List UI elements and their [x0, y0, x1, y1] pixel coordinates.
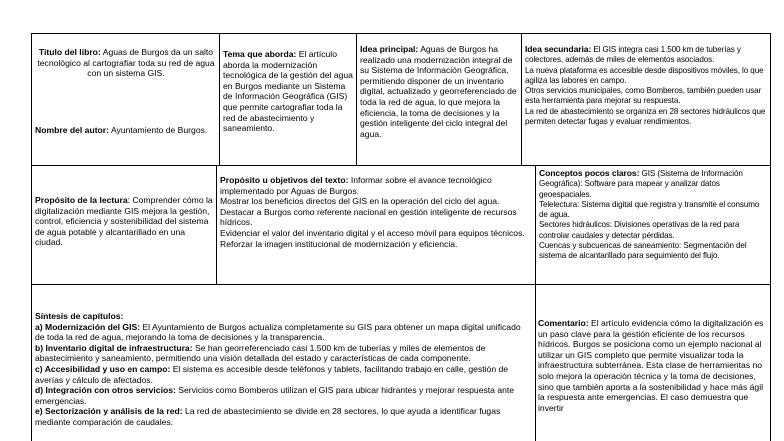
- row-divider-2: [31, 284, 771, 285]
- secondary-idea-line: La nueva plataforma es accesible desde dispositivos móviles, lo que agiliza las labores en campo.: [525, 65, 764, 85]
- book-title: Titulo del libro: Aguas de Burgos da un salto tecnológico al cartografiar toda su red de agua con un sistema GIS.: [37, 47, 215, 79]
- table-border-right: [770, 33, 771, 441]
- synthesis-item: b) Inventario digital de infraestructura: Se han georreferenciado casi 1.500 km de tuberías y miles de elementos de abastecimiento y saneamiento, permitiendo una visión detallada del estado y características de cada componente.: [35, 342, 486, 364]
- secondary-idea-line: Otros servicios municipales, como Bomberos, también pueden usar esta herramienta para mejorar su respuesta.: [525, 86, 762, 106]
- concept-line: Sectores hidráulicos: Divisiones operativas de la red para controlar caudales y detectar pérdidas.: [539, 220, 740, 240]
- secondary-idea-line: La red de abastecimiento se organiza en 28 sectores hidráulicos que permiten detectar fugas y evaluar rendimientos.: [525, 106, 766, 127]
- synthesis-item: d) Integración con otros servicios: Servicios como Bomberos utilizan el GIS para ubicar hidrantes y mejorar respuesta ante emergencias.: [35, 385, 515, 406]
- book-author: Nombre del autor: Ayuntamiento de Burgos.: [35, 125, 208, 135]
- main-idea-cell: Idea principal: Aguas de Burgos ha realizado una modernización integral de su Sistema de Información Geográfica, permitiendo disponer de un inventario digital, actualizado y georreferenciado de toda la red de agua, lo que mejora la eficiencia, la toma de decisiones y la gestión inteligente del ciclo integral del agua.: [360, 44, 517, 139]
- synthesis-item: a) Modernización del GIS: El Ayuntamiento de Burgos actualiza completamente su GIS para obtener un mapa digital unificado de toda la red de agua, mejorando la toma de decisiones y la transparencia.: [35, 321, 521, 343]
- col-divider-r1-b: [356, 33, 357, 165]
- col-divider-r2-b: [535, 165, 536, 441]
- synthesis-item: c) Accesibilidad y uso en campo: El sistema es accesible desde teléfonos y tablets, facilitando trabajo en calle, gestión de averías y cálculo de afectados.: [35, 363, 509, 385]
- topic-cell: Tema que aborda: El artículo aborda la modernización tecnológica de la gestión del agua en Burgos mediante un Sistema de Información Geográfica (GIS) que permite cartografiar toda la red de abastecimiento y saneamiento.: [223, 49, 353, 134]
- col-divider-r1-a: [219, 33, 220, 165]
- unclear-concepts-cell: Conceptos pocos claros: GIS (Sistema de Información Geográfica): Software para mapear y analizar datos geoespaciales. Telelectura: Sistema digital que registra y transmite el consumo de agua. Sectores hidráulicos: Divisiones operativas de la red para controlar caudales y detectar pérdidas. Cuencas y subcuencas de saneamiento: Segmentación del sistema de alcantarillado para seguimiento del flujo.: [539, 168, 769, 283]
- objective-line: Reforzar la imagen institucional de modernización y eficiencia.: [220, 238, 458, 249]
- col-divider-r1-c: [521, 33, 522, 165]
- objective-line: Mostrar los beneficios directos del GIS en la operación del ciclo del agua.: [220, 196, 500, 207]
- synthesis-item: e) Sectorización y análisis de la red: La red de abastecimiento se divide en 28 sectores, lo que ayuda a identificar fugas mediante comparación de caudales.: [35, 406, 501, 427]
- table-border-left: [31, 33, 32, 441]
- col-divider-r2-a: [216, 165, 217, 284]
- comment-cell: Comentario: El artículo evidencia cómo la digitalización es un paso clave para la gestión eficiente de los recursos hídricos. Burgos se posiciona como un ejemplo nacional al utilizar un GIS completo que permite visualizar toda la infraestructura subterránea. Esta clase de herramientas no solo mejora la operación técnica y la toma de decisiones, sino que también aporta a la sostenibilidad y hace más ágil la respuesta ante emergencias. El caso demuestra que invertir: [538, 318, 764, 413]
- chapter-synthesis-cell: Síntesis de capítulos: a) Modernización del GIS: El Ayuntamiento de Burgos actualiza completamente su GIS para obtener un mapa digital unificado de toda la red de agua, mejorando la toma de decisiones y la transparencia. b) Inventario digital de infraestructura: Se han georreferenciado casi 1.500 km de tuberías y miles de elementos de abastecimiento y saneamiento, permitiendo una visión detallada del estado y características de cada componente. c) Accesibilidad y uso en campo: El sistema es accesible desde teléfonos y tablets, facilitando trabajo en calle, gestión de averías y cálculo de afectados. d) Integración con otros servicios: Servicios como Bomberos utilizan el GIS para ubicar hidrantes y mejorar respuesta ante emergencias. e) Sectorización y análisis de la red: La red de abastecimiento se divide en 28 sectores, lo que ayuda a identificar fugas mediante comparación de caudales.: [35, 311, 532, 441]
- objective-line: Evidenciar el valor del inventario digital y el acceso móvil para equipos técnicos.: [220, 227, 525, 238]
- reading-purpose-cell: Propósito de la lectura: Comprender cómo la digitalización mediante GIS mejora la gestión, control, eficiencia y sostenibilidad del sistema de agua potable y alcantarillado en una ciudad.: [35, 195, 213, 248]
- book-info-cell: [35, 47, 217, 162]
- concept-line: Cuencas y subcuencas de saneamiento: Segmentación del sistema de alcantarillado para seguimiento del flujo.: [539, 241, 747, 261]
- concept-line: Telelectura: Sistema digital que registra y transmite el consumo de agua.: [539, 199, 760, 220]
- text-objectives-cell: Propósito u objetivos del texto: Informar sobre el avance tecnológico implementado por Aguas de Burgos. Mostrar los beneficios directos del GIS en la operación del ciclo del agua. Destacar a Burgos como referente nacional en gestión inteligente de recursos hídricos. Evidenciar el valor del inventario digital y el acceso móvil para equipos técnicos. Reforzar la imagen institucional de modernización y eficiencia.: [220, 175, 532, 281]
- row-divider-1: [31, 165, 771, 166]
- objective-line: Destacar a Burgos como referente nacional en gestión inteligente de recursos hídricos.: [220, 206, 517, 228]
- secondary-idea-cell: Idea secundaria: El GIS integra casi 1.500 km de tuberías y colectores, además de miles de elementos asociados. La nueva plataforma es accesible desde dispositivos móviles, lo que agiliza las labores en campo. Otros servicios municipales, como Bomberos, también pueden usar esta herramienta para mejorar su respuesta. La red de abastecimiento se organiza en 28 sectores hidráulicos que permiten detectar fugas y evaluar rendimientos.: [525, 44, 769, 162]
- table-border-top: [31, 33, 771, 34]
